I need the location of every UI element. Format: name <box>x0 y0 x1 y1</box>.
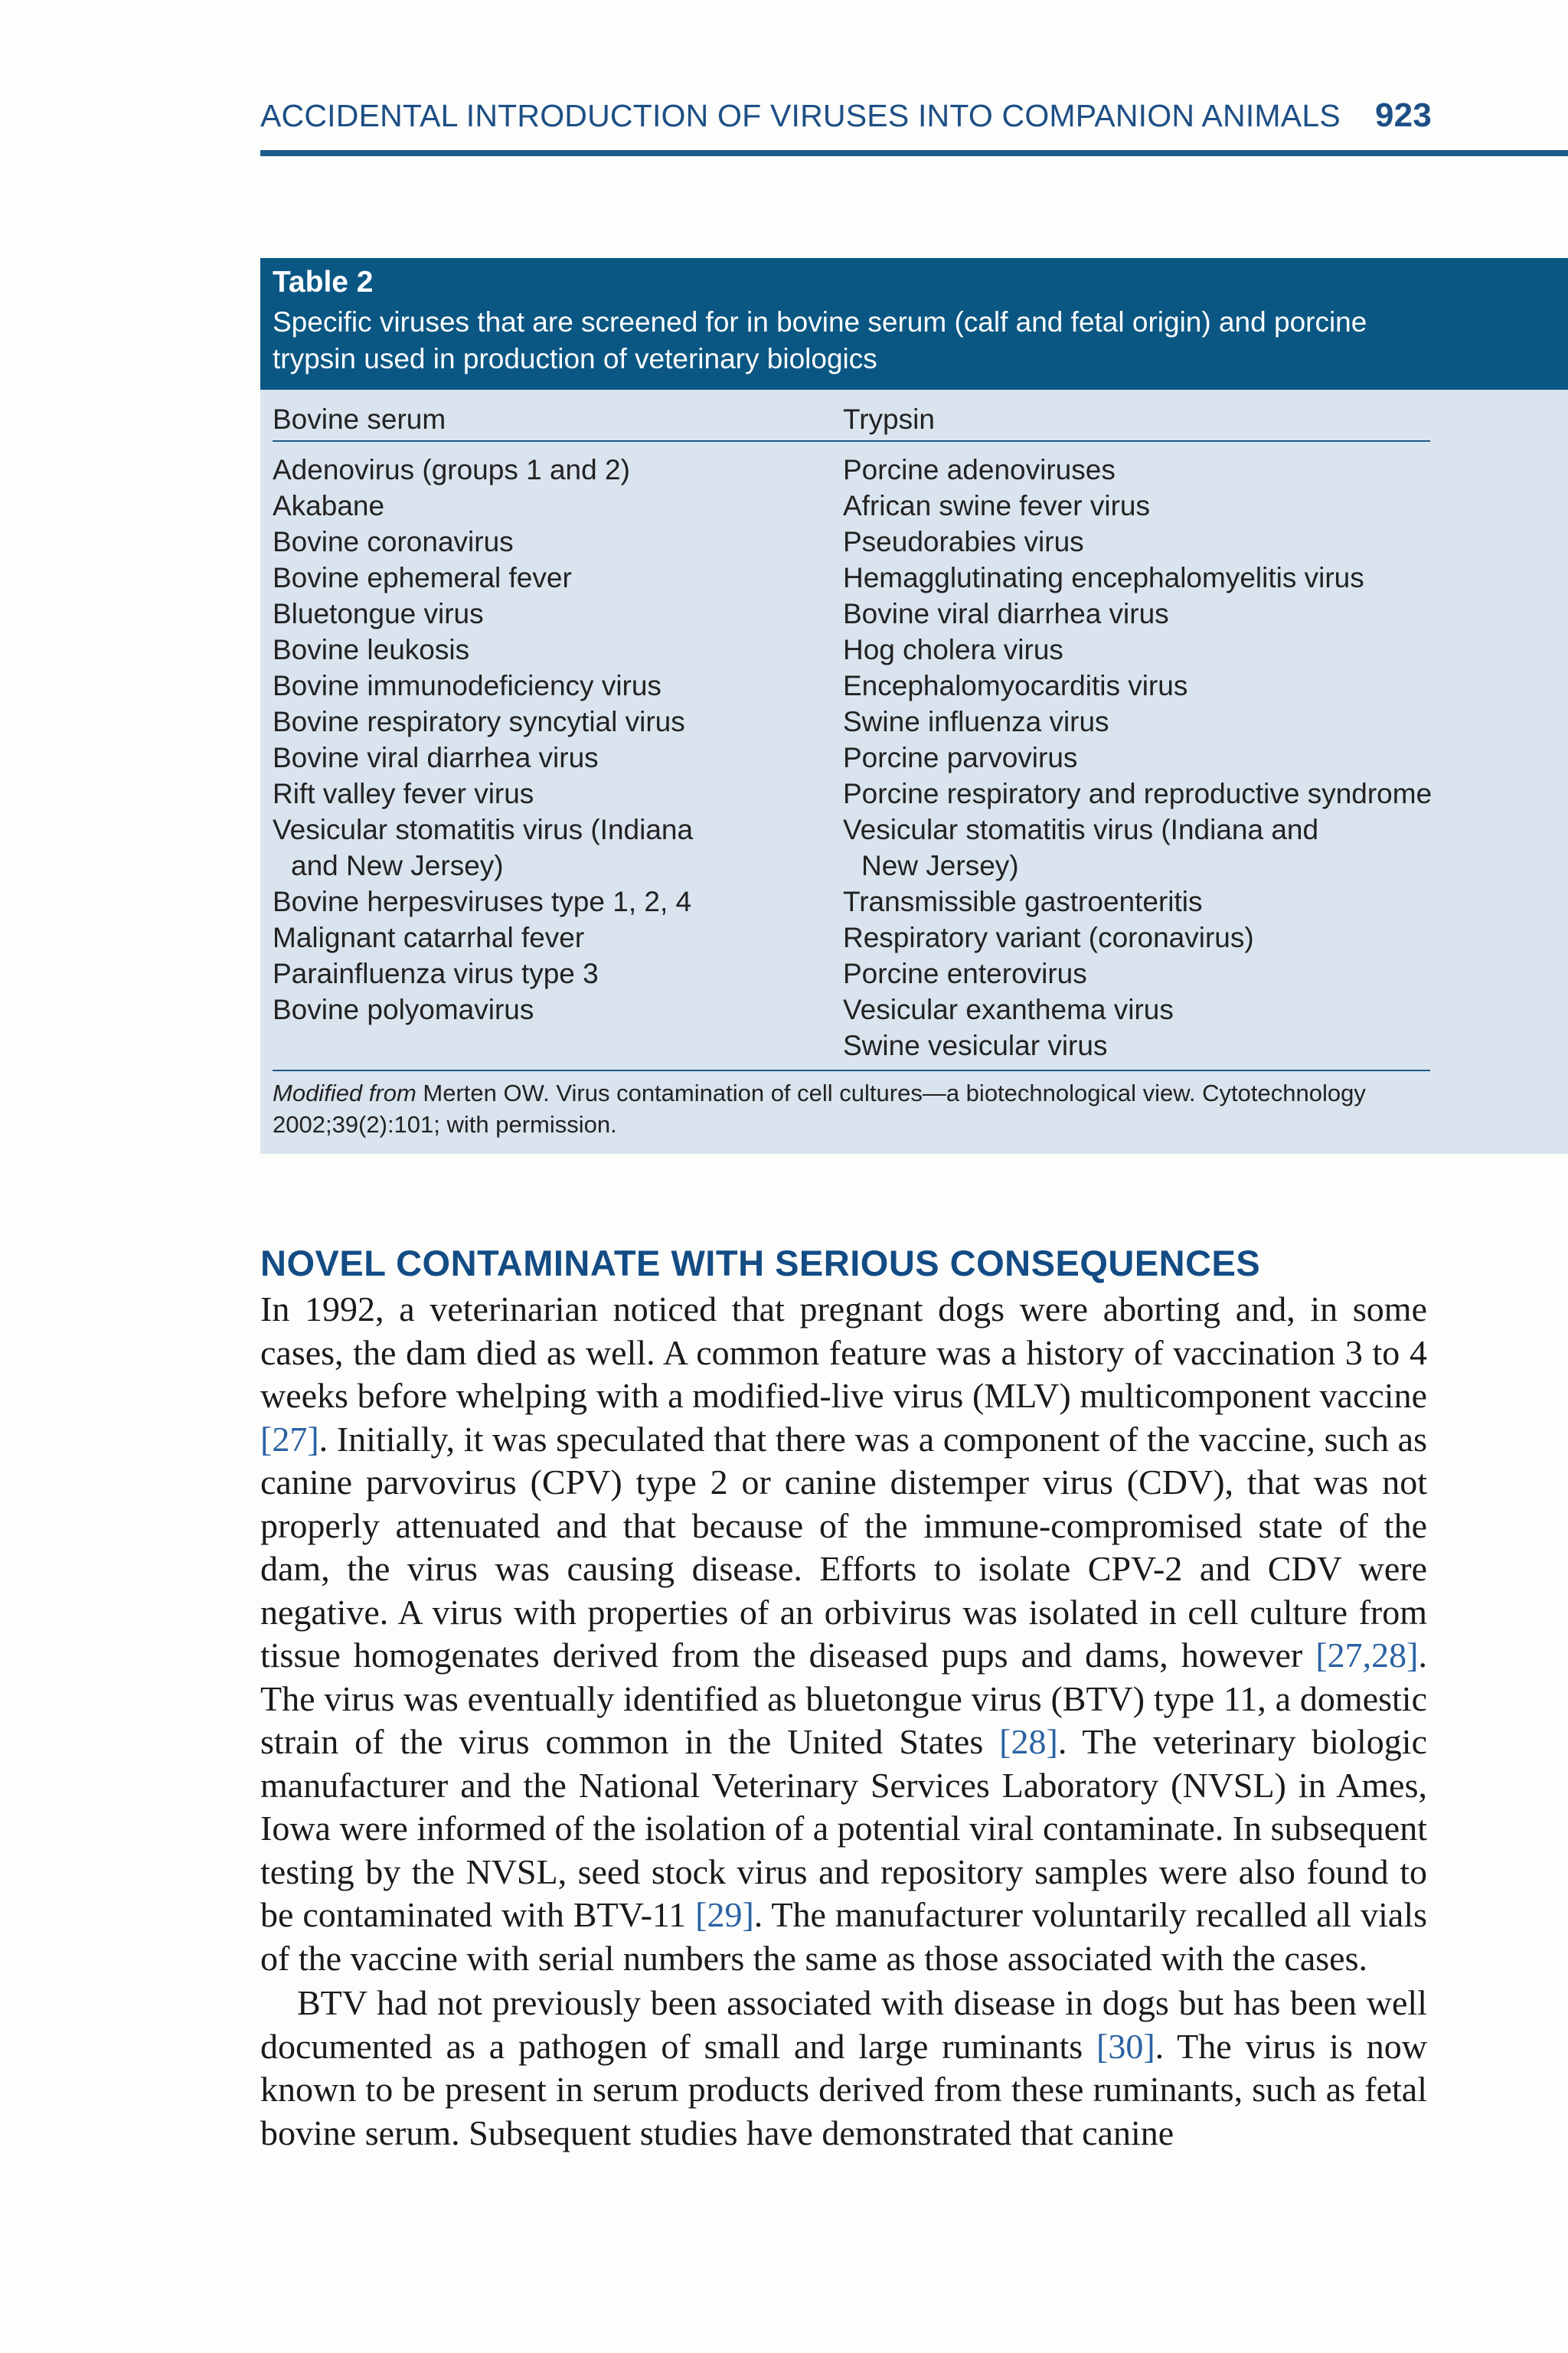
list-item: Encephalomyocarditis virus <box>843 670 1188 701</box>
list-item: Akabane <box>273 490 385 521</box>
list-item: Bovine herpesviruses type 1, 2, 4 <box>273 886 692 917</box>
paragraph-1 <box>260 1288 1427 1980</box>
list-item: Parainfluenza virus type 3 <box>273 958 599 989</box>
text-run: BTV had not previously been associated with disease in dogs but has been well documented as a pathogen of small and large ruminants <box>260 1983 1427 2066</box>
bovine-serum-list <box>273 452 693 1028</box>
list-item: Bovine leukosis <box>273 634 470 665</box>
body-text <box>260 1288 1427 2155</box>
list-item: Porcine parvovirus <box>843 742 1078 773</box>
list-item: African swine fever virus <box>843 490 1150 521</box>
list-item: Bovine coronavirus <box>273 526 514 557</box>
list-item: Hog cholera virus <box>843 634 1063 665</box>
list-item: Swine influenza virus <box>843 706 1109 737</box>
list-item-continuation: and New Jersey) <box>291 850 504 881</box>
list-item: Bovine polyomavirus <box>273 994 534 1025</box>
list-item: Bovine ephemeral fever <box>273 562 572 593</box>
list-item: Vesicular stomatitis virus (Indiana <box>273 814 694 845</box>
list-item: Vesicular stomatitis virus (Indiana and <box>843 814 1319 845</box>
citation-link[interactable]: [28] <box>999 1722 1058 1761</box>
running-header <box>260 98 1432 134</box>
text-run: . The virus is now known to be present in serum products derived from these ruminants, such as fetal bovine serum. Subsequent studies have demonstrated that canine <box>260 2026 1427 2152</box>
table-footnote <box>273 1077 1436 1140</box>
table-2 <box>260 258 1568 1154</box>
table-label: Table 2 <box>273 266 374 299</box>
list-item: Porcine adenoviruses <box>843 454 1116 485</box>
list-item: Bluetongue virus <box>273 598 484 629</box>
list-item: Pseudorabies virus <box>843 526 1084 557</box>
footnote-prefix: Modified from <box>273 1080 416 1106</box>
citation-link[interactable]: [27,28] <box>1315 1636 1419 1675</box>
table-caption: Specific viruses that are screened for in bovine serum (calf and fetal origin) and porcine trypsin used in production of veterinary biologics <box>273 306 1367 374</box>
list-item: Vesicular exanthema virus <box>843 994 1174 1025</box>
citation-link[interactable]: [30] <box>1096 2026 1155 2066</box>
list-item: Porcine respiratory and reproductive syndrome <box>843 778 1432 809</box>
text-run: . The veterinary biologic manufacturer and the National Veterinary Services Laboratory (NVSL) in Ames, Iowa were informed of the isolation of a potential viral contaminate. In subsequent testing by the NVSL, seed stock virus and repository samples were also found to be contaminated with BTV-11 <box>260 1722 1428 1934</box>
text-run: . The virus was eventually identified as bluetongue virus (BTV) type 11, a domestic strain of the virus common in the United States <box>260 1636 1427 1761</box>
running-title: ACCIDENTAL INTRODUCTION OF VIRUSES INTO COMPANION ANIMALS <box>260 98 1341 133</box>
column-header-trypsin: Trypsin <box>843 404 935 435</box>
header-underline <box>273 440 1430 442</box>
table-title-bar <box>260 258 1568 390</box>
header-rule <box>260 150 1568 156</box>
paragraph-2 <box>260 1982 1427 2155</box>
text-run: . The manufacturer voluntarily recalled all vials of the vaccine with serial numbers the same as those associated with the cases. <box>260 1895 1427 1978</box>
page-number: 923 <box>1374 96 1432 134</box>
footnote-text: Merten OW. Virus contamination of cell cultures—a biotechnological view. Cytotechnology 2002;39(2):101; with permission. <box>273 1080 1366 1138</box>
list-item: Swine vesicular virus <box>843 1030 1108 1061</box>
section-heading: NOVEL CONTAMINATE WITH SERIOUS CONSEQUENCES <box>260 1243 1261 1283</box>
list-item: Porcine enterovirus <box>843 958 1087 989</box>
citation-link[interactable]: [29] <box>695 1895 754 1934</box>
list-item: Bovine viral diarrhea virus <box>843 598 1169 629</box>
list-item: Bovine viral diarrhea virus <box>273 742 599 773</box>
list-item: Respiratory variant (coronavirus) <box>843 922 1254 953</box>
trypsin-list <box>843 452 1432 1064</box>
column-header-bovine-serum: Bovine serum <box>273 404 446 435</box>
list-item-continuation: New Jersey) <box>861 850 1019 881</box>
text-run: . Initially, it was speculated that there was a component of the vaccine, such as canine parvovirus (CPV) type 2 or canine distemper virus (CDV), that was not properly attenuated and that because of the immune-compromised state of the dam, the virus was causing disease. Efforts to isolate CPV-2 and CDV were negative. A virus with properties of an orbivirus was isolated in cell culture from tissue homogenates derived from the diseased pups and dams, however <box>260 1419 1427 1675</box>
list-item: Adenovirus (groups 1 and 2) <box>273 454 630 485</box>
text-run: In 1992, a veterinarian noticed that pregnant dogs were aborting and, in some cases, the dam died as well. A common feature was a history of vaccination 3 to 4 weeks before whelping with a modified-live virus (MLV) multicomponent vaccine <box>260 1289 1427 1415</box>
list-item: Malignant catarrhal fever <box>273 922 585 953</box>
list-item: Rift valley fever virus <box>273 778 534 809</box>
list-item: Bovine immunodeficiency virus <box>273 670 662 701</box>
citation-link[interactable]: [27] <box>260 1419 319 1459</box>
list-item: Hemagglutinating encephalomyelitis virus <box>843 562 1364 593</box>
list-item: Bovine respiratory syncytial virus <box>273 706 685 737</box>
table-bottom-rule <box>273 1070 1430 1071</box>
list-item: Transmissible gastroenteritis <box>843 886 1203 917</box>
